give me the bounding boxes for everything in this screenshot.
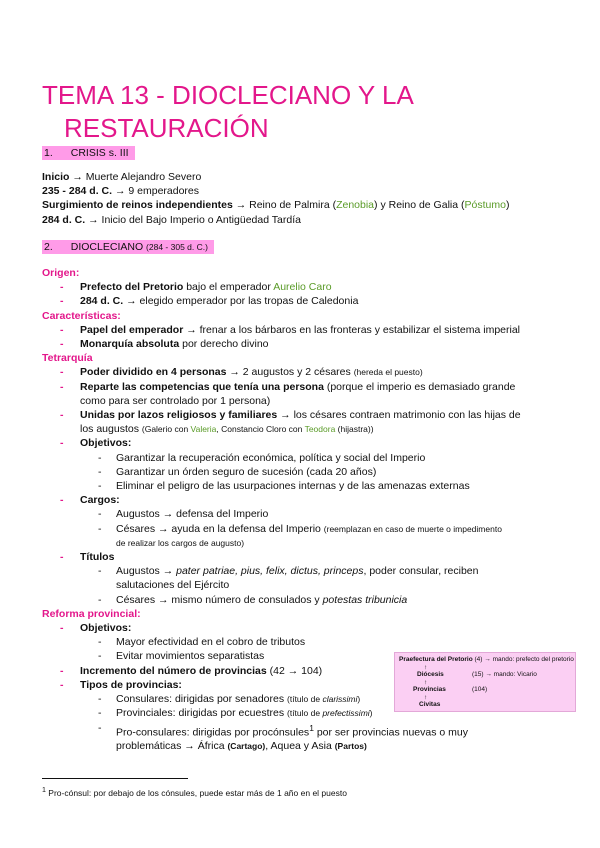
list-item: - Papel del emperador → frenar a los bárbaros en las fronteras y estabilizar el sistema imperial (42, 323, 562, 337)
line-235: 235 - 284 d. C. → 9 emperadores (42, 185, 200, 198)
reforma-heading: Reforma provincial: (42, 607, 141, 620)
list-item: - Pro-consulares: dirigidas por procónsules$^1$ por ser provincias nuevas o muy (42, 721, 562, 740)
diagram-row-diocesis: Diócesis (417, 671, 444, 678)
titulos-heading: - Títulos (42, 550, 562, 564)
footnote: $^1$ Pro-cónsul: por debajo de los cónsules, puede estar más de 1 año en el puesto (42, 786, 347, 798)
footnote-divider (42, 778, 188, 779)
list-item: - Mayor efectividad en el cobro de tributos (42, 635, 562, 649)
list-item: - Provinciales: dirigidas por ecuestres (título de prefectissimi) (42, 706, 562, 720)
list-item: - Césares → ayuda en la defensa del Imperio (reemplazan en caso de muerte o impedimento (42, 522, 562, 536)
list-item: - Consulares: dirigidas por senadores (título de clarissimi) (42, 692, 562, 706)
list-item: - Augustos → pater patriae, pius, felix, dictus, princeps, poder consular, reciben (42, 564, 562, 578)
section-1-body (42, 170, 562, 227)
tetrarquia-heading: Tetrarquía (42, 352, 93, 365)
list-item: - Eliminar el peligro de las usurpaciones internas y de las amenazas externas (42, 479, 562, 493)
section-2-heading: 2. DIOCLECIANO (284 - 305 d. C.) (42, 240, 214, 254)
origen-heading: Origen: (42, 267, 80, 279)
objetivos-heading: - Objetivos: (42, 436, 562, 450)
diagram-row-diocesis-info: (15) → mando: Vicario (472, 671, 537, 678)
cargos-heading: - Cargos: (42, 493, 562, 507)
provincial-hierarchy-diagram (394, 652, 576, 712)
list-item: - Prefecto del Pretorio bajo el emperador Aurelio Caro (42, 280, 562, 294)
list-item: - Augustos → defensa del Imperio (42, 507, 562, 521)
list-item: - Reparte las competencias que tenía una persona (porque el imperio es demasiado grande (42, 380, 562, 394)
objetivos-heading: - Objetivos: (42, 621, 562, 635)
list-item: - Césares → mismo número de consulados y potestas tribunicia (42, 593, 562, 607)
arrow-up-icon: ↑ (424, 694, 428, 701)
diagram-row-provincias-info: (104) (472, 686, 488, 693)
list-item: - Incremento del número de provincias (42 → 104) (42, 664, 562, 678)
list-item: - 284 d. C. → elegido emperador por las tropas de Caledonia (42, 294, 562, 308)
title-line-1: TEMA 13 - DIOCLECIANO Y LA (42, 80, 414, 111)
arrow-up-icon: ↑ (424, 679, 428, 686)
list-item-cont: como para ser controlado por 1 persona) (80, 394, 271, 407)
page-title (42, 79, 562, 145)
diagram-row-civitas: Civitas (419, 701, 441, 708)
list-item: - Unidas por lazos religiosos y familiares → los césares contraen matrimonio con las hijas de (42, 408, 562, 422)
list-item-cont: salutaciones del Ejército (116, 579, 230, 592)
line-reinos: Surgimiento de reinos independientes → Reino de Palmira (Zenobia) y Reino de Galia (Póstumo) (42, 199, 510, 212)
list-item-cont: los augustos (Galerio con Valeria, Constancio Cloro con Teodora (hijastra)) (80, 423, 374, 436)
title-line-2: RESTAURACIÓN (64, 113, 269, 144)
list-item: - Garantizar un órden seguro de sucesión (cada 20 años) (42, 465, 562, 479)
list-item-cont: de realizar los cargos de augusto) (116, 537, 245, 548)
arrow-up-icon: ↑ (424, 664, 428, 671)
diagram-row-prefectura: Praefectura del Pretorio (4) → mando: prefecto del pretorio (399, 656, 574, 663)
list-item: - Evitar movimientos separatistas (42, 649, 562, 663)
line-284: 284 d. C. → Inicio del Bajo Imperio o Antigüedad Tardía (42, 213, 301, 226)
list-item: - Poder dividido en 4 personas → 2 augustos y 2 césares (hereda el puesto) (42, 365, 562, 379)
diagram-row-provincias: Provincias (413, 686, 446, 693)
tipos-heading: - Tipos de provincias: (42, 678, 562, 692)
list-item: - Garantizar la recuperación económica, política y social del Imperio (42, 451, 562, 465)
list-item-cont: problemáticas → África (Cartago), Aquea y Asia (Partos) (116, 740, 367, 753)
section-1-heading: 1. CRISIS s. III (42, 146, 135, 160)
list-item: - Monarquía absoluta por derecho divino (42, 337, 562, 351)
caract-heading: Características: (42, 309, 121, 322)
line-inicio: Inicio → Muerte Alejandro Severo (42, 171, 202, 183)
